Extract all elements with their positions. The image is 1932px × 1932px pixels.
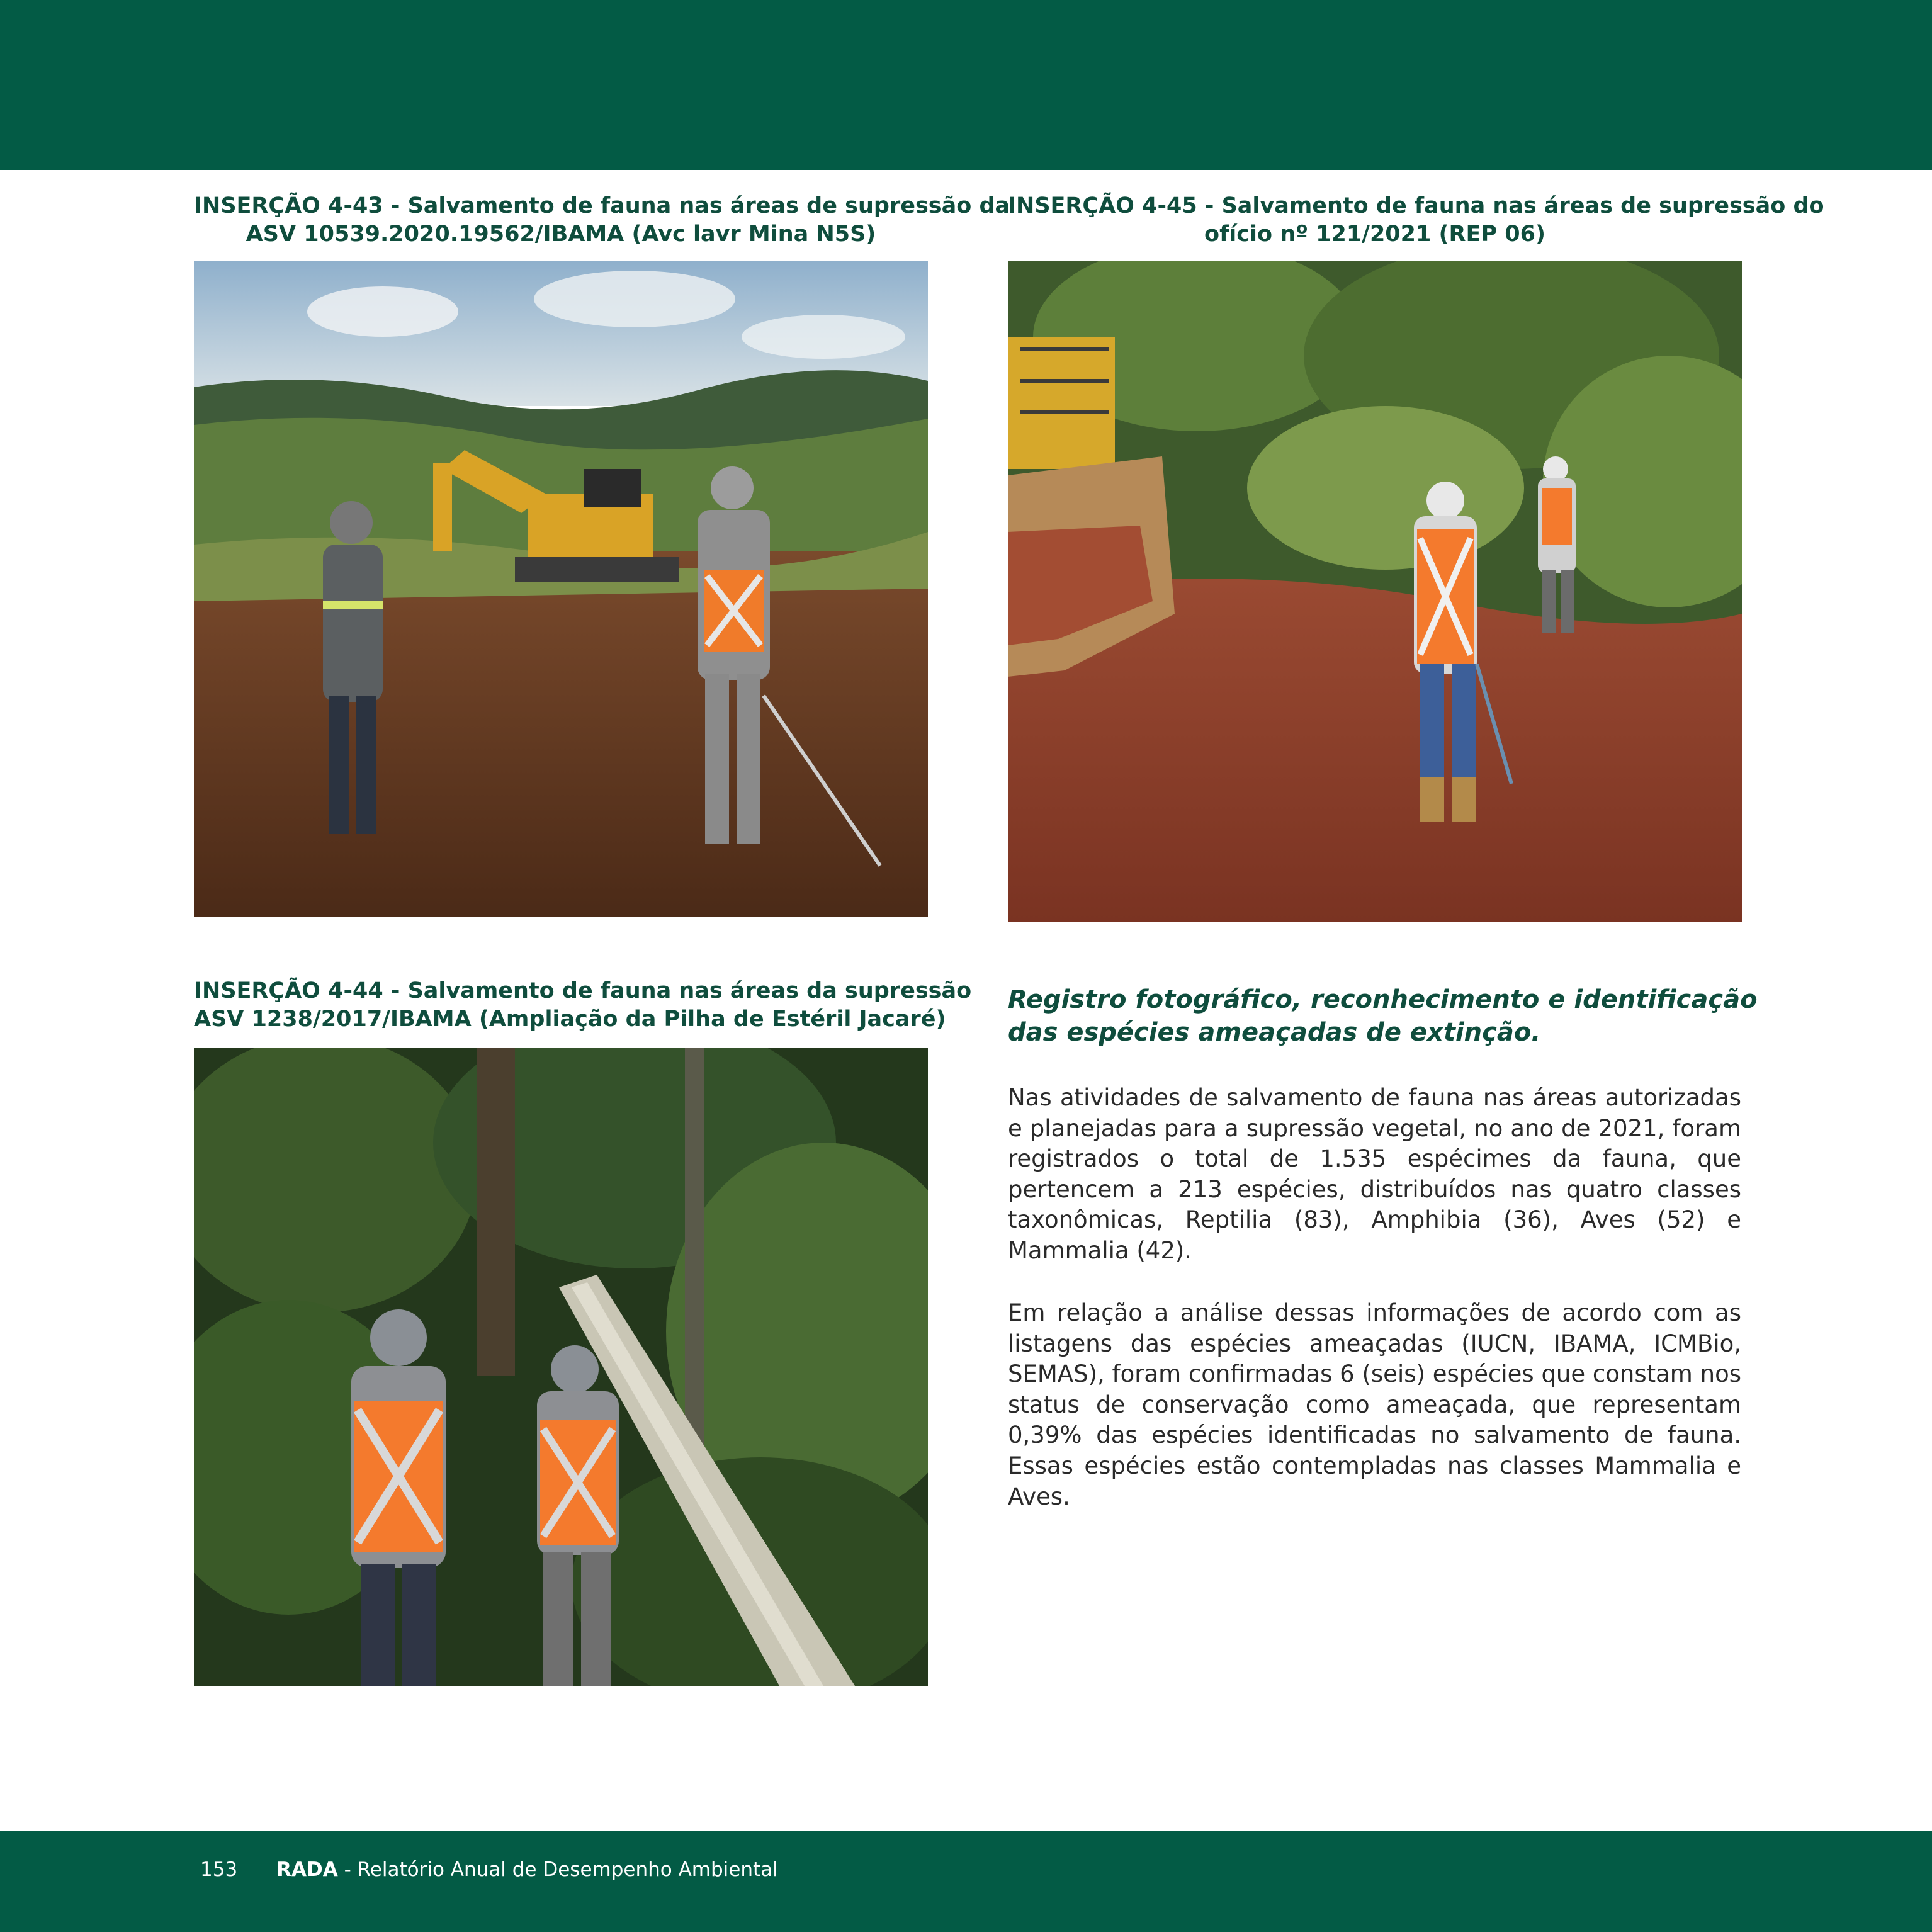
section-title-line: das espécies ameaçadas de extinção. <box>1008 1018 1541 1047</box>
footer-brand: RADA <box>276 1858 338 1881</box>
footer <box>200 1851 778 1889</box>
caption-line: INSERÇÃO 4-43 - Salvamento de fauna nas áreas de supressão da <box>194 193 1010 218</box>
page-number: 153 <box>200 1858 238 1881</box>
caption-line: INSERÇÃO 4-45 - Salvamento de fauna nas áreas de supressão do <box>1008 193 1824 218</box>
section-title <box>1008 983 1758 1049</box>
caption-line: ofício nº 121/2021 (REP 06) <box>1204 222 1545 247</box>
caption-insercao-4-43 <box>194 192 1010 249</box>
paragraph-especies-ameacadas: Em relação a análise dessas informações de acordo com as listagens das espécies ameaçadas (IUCN, IBAMA, ICMBio, SEMAS), foram confirmadas 6 (seis) espécies que constam nos status de conservação como ameaçada, que representam 0,39% das espécies identificadas no salvamento de fauna. Essas espécies estão contempladas nas classes Mammalia e Aves. <box>1008 1299 1741 1510</box>
photo-insercao-4-43 <box>194 261 928 917</box>
caption-line: ASV 10539.2020.19562/IBAMA (Avc lavr Mina N5S) <box>246 222 876 247</box>
caption-line: INSERÇÃO 4-44 - Salvamento de fauna nas áreas da supressão <box>194 978 972 1003</box>
caption-line: ASV 1238/2017/IBAMA (Ampliação da Pilha de Estéril Jacaré) <box>194 1007 946 1032</box>
footer-subtitle: - Relatório Anual de Desempenho Ambiental <box>337 1858 778 1881</box>
header-band <box>0 0 1932 170</box>
caption-insercao-4-44 <box>194 977 972 1034</box>
section-title-line: Registro fotográfico, reconhecimento e identificação <box>1008 985 1758 1014</box>
paragraph-registro: Nas atividades de salvamento de fauna nas áreas autorizadas e planejadas para a supressão vegetal, no ano de 2021, foram registrados o total de 1.535 espécimes da fauna, que pertencem a 213 espécies, distribuídos nas quatro classes taxonômicas, Reptilia (83), Amphibia (36), Aves (52) e Mammalia (42). <box>1008 1084 1741 1264</box>
photo-insercao-4-44 <box>194 1048 928 1686</box>
photo-insercao-4-45 <box>1008 261 1742 922</box>
caption-insercao-4-45 <box>1008 192 1824 249</box>
